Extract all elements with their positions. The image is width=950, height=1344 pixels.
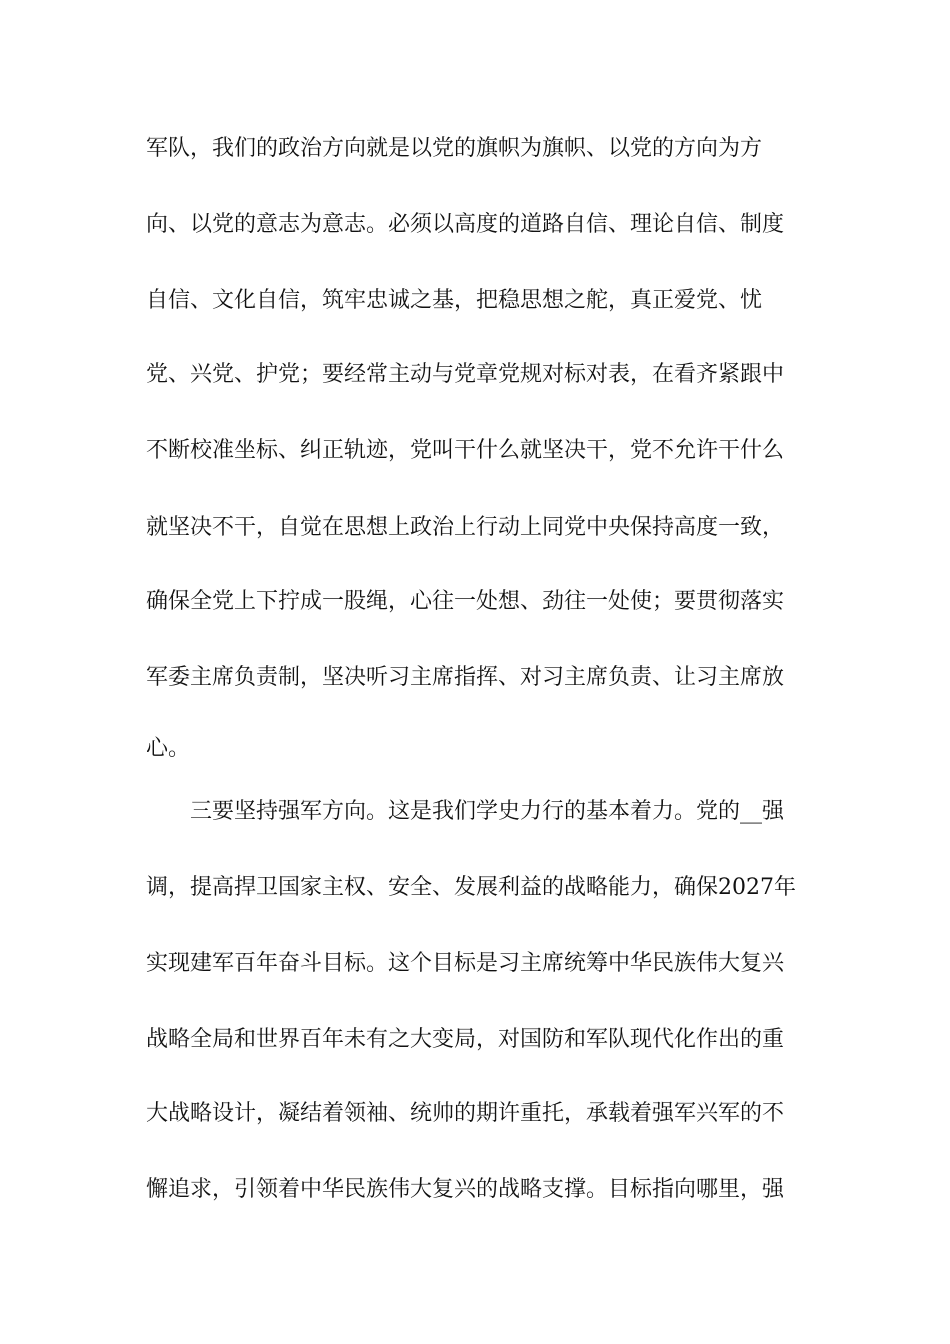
- paragraph-line: 向、以党的意志为意志。必须以高度的道路自信、理论自信、制度: [146, 212, 785, 237]
- paragraph-line: 心。: [146, 736, 191, 761]
- paragraph-line: 战略全局和世界百年未有之大变局，对国防和军队现代化作出的重: [146, 1027, 785, 1052]
- paragraph-line: 实现建军百年奋斗目标。这个目标是习主席统筹中华民族伟大复兴: [146, 951, 785, 976]
- paragraph-line: 党、兴党、护党；要经常主动与党章党规对标对表，在看齐紧跟中: [146, 362, 785, 387]
- paragraph-line: 不断校准坐标、纠正轨迹，党叫干什么就坚决干，党不允许干什么: [146, 438, 785, 463]
- paragraph-line: 调，提高捍卫国家主权、安全、发展利益的战略能力，确保2027年: [146, 875, 796, 900]
- document-body: [146, 0, 806, 1344]
- paragraph-line: 三要坚持强军方向。这是我们学史力行的基本着力。党的__强: [190, 799, 785, 824]
- paragraph-line: 军委主席负责制，坚决听习主席指挥、对习主席负责、让习主席放: [146, 665, 785, 690]
- paragraph-line: 自信、文化自信，筑牢忠诚之基，把稳思想之舵，真正爱党、忧: [146, 288, 763, 313]
- paragraph-line: 确保全党上下拧成一股绳，心往一处想、劲往一处使；要贯彻落实: [146, 589, 785, 614]
- paragraph-line: 就坚决不干，自觉在思想上政治上行动上同党中央保持高度一致，: [146, 515, 785, 540]
- paragraph-line: 军队，我们的政治方向就是以党的旗帜为旗帜、以党的方向为方: [146, 136, 763, 161]
- paragraph-line: 大战略设计，凝结着领袖、统帅的期许重托，承载着强军兴军的不: [146, 1101, 785, 1126]
- paragraph-line: 懈追求，引领着中华民族伟大复兴的战略支撑。目标指向哪里，强: [146, 1177, 785, 1202]
